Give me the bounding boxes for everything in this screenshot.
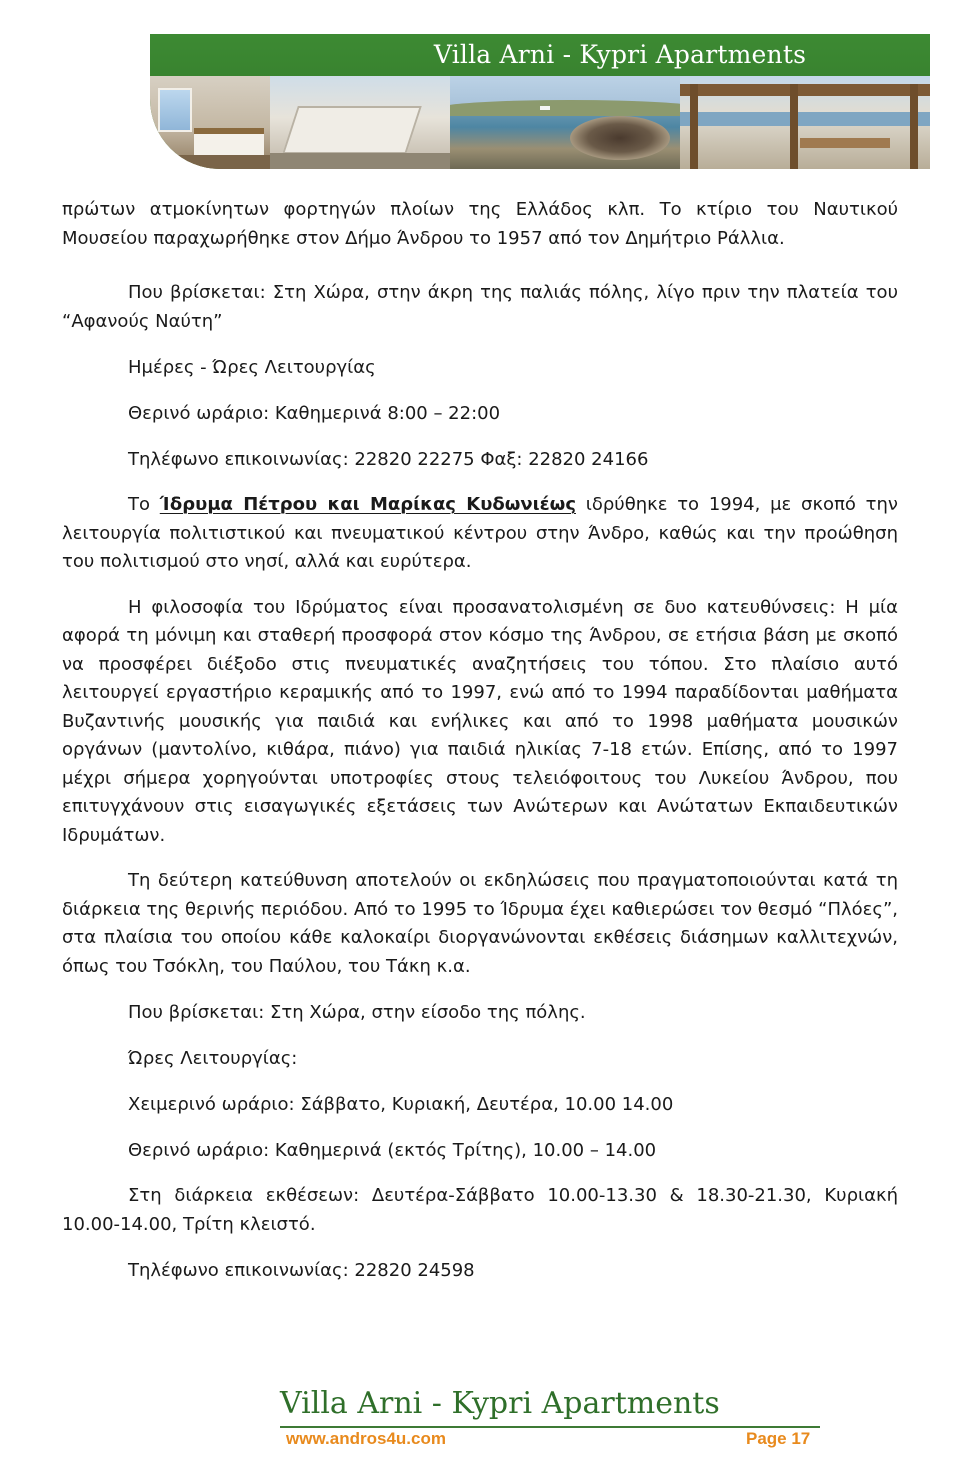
hours-heading: Ημέρες - Ώρες Λειτουργίας	[128, 356, 376, 378]
contact-phone: Τηλέφωνο επικοινωνίας: 22820 24598	[128, 1259, 475, 1281]
sea-view-photo	[450, 76, 680, 169]
sunbed-photo	[270, 76, 450, 169]
exhibition-hours: Στη διάρκεια εκθέσεων: Δευτέρα-Σάββατο 10.00-13.30 & 18.30-21.30, Κυριακή 10.00-14.00, Τρίτη κλειστό.	[62, 1185, 898, 1235]
header-title: Villa Arni - Kypri Apartments	[433, 40, 807, 69]
paragraph: Το Ίδρυμα Πέτρου και Μαρίκας Κυδωνιέως ιδρύθηκε το 1994, με σκοπό την λειτουργία πολιτιστικού και πνευματικού κέντρου στην Άνδρο, καθώς και την προώθηση του πολιτισμού στο νησί, αλλά και ευρύτερα.	[62, 494, 898, 572]
paragraph: Που βρίσκεται: Στη Χώρα, στην άκρη της παλιάς πόλης, λίγο πριν την πλατεία του “Αφανούς Ναύτη”	[62, 282, 898, 332]
footer-divider	[280, 1426, 820, 1428]
foundation-name: Ίδρυμα Πέτρου και Μαρίκας Κυδωνιέως	[159, 494, 576, 515]
paragraph: Η φιλοσοφία του Ιδρύματος είναι προσανατολισμένη σε δυο κατευθύνσεις: Η μία αφορά τη μόνιμη και σταθερή προσφορά στον κόσμο της Άνδρου, σε ετήσια βάση με σκοπό να προσφέρει διέξοδο στις πνευματικές αναζητήσεις του τόπου. Στο πλαίσιο αυτό λειτουργεί εργαστήριο κεραμικής από το 1997, ενώ από το 1994 παραδίδονται μαθήματα Βυζαντινής μουσικής για παιδιά και ενήλικες και από το 1998 μαθήματα μουσικών οργάνων (μαντολίνο, κιθάρα, πιάνο) για παιδιά ηλικίας 7-18 ετών. Επίσης, από το 1997 μέχρι σήμερα χορηγούνται υποτροφίες στους τελειόφοιτους του Λυκείου Άνδρου, που επιτυγχάνουν στις εισαγωγικές εξετάσεις των Ανώτερων και Ανώτατων Εκπαιδευτικών Ιδρυμάτων.	[62, 596, 898, 846]
header-banner	[150, 34, 930, 169]
footer-title: Villa Arni - Kypri Apartments	[280, 1386, 720, 1421]
hours-heading: Ώρες Λειτουργίας:	[128, 1047, 298, 1069]
terrace-photo	[680, 76, 930, 169]
summer-hours: Θερινό ωράριο: Καθημερινά (εκτός Τρίτης), 10.00 – 14.00	[128, 1139, 657, 1161]
bedroom-photo	[150, 76, 270, 169]
website-link[interactable]: www.andros4u.com	[286, 1429, 446, 1448]
contact-phone: Τηλέφωνο επικοινωνίας: 22820 22275 Φαξ: 22820 24166	[128, 448, 649, 470]
page-number: Page 17	[746, 1429, 811, 1448]
location: Που βρίσκεται: Στη Χώρα, στην είσοδο της πόλης.	[128, 1001, 586, 1023]
winter-hours: Χειμερινό ωράριο: Σάββατο, Κυριακή, Δευτέρα, 10.00 14.00	[128, 1093, 674, 1115]
paragraph: Τη δεύτερη κατεύθυνση αποτελούν οι εκδηλώσεις που πραγματοποιούνται κατά τη διάρκεια της θερινής περιόδου. Από το 1995 το Ίδρυμα έχει καθιερώσει τον θεσμό “Πλόες”, στα πλαίσια του οποίου κάθε καλοκαίρι διοργανώνονται εκθέσεις διάσημων καλλιτεχνών, όπως του Τσόκλη, του Παύλου, του Τάκη κ.α.	[62, 870, 898, 977]
paragraph: πρώτων ατμοκίνητων φορτηγών πλοίων της Ελλάδος κλπ. Το κτίριο του Ναυτικού Μουσείου παραχωρήθηκε στον Δήμο Άνδρου το 1957 από τον Δημήτριο Ράλλια.	[62, 199, 898, 249]
document-body	[62, 196, 898, 1285]
summer-hours: Θερινό ωράριο: Καθημερινά 8:00 – 22:00	[128, 402, 501, 424]
